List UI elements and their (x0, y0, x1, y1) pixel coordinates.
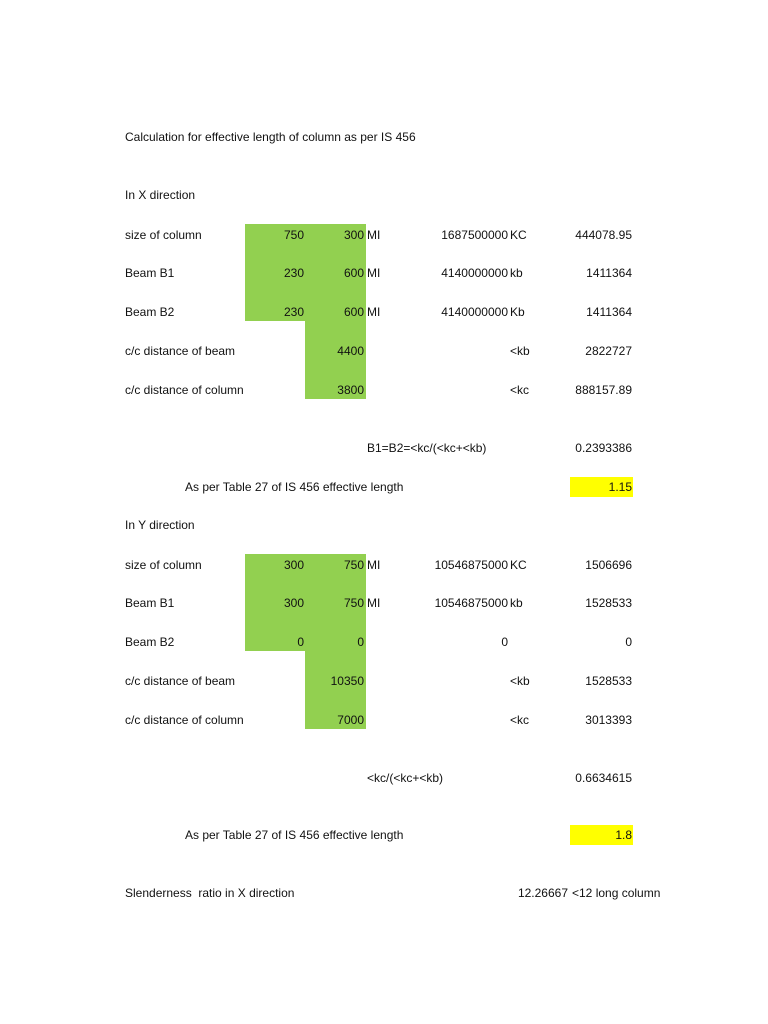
x-row-u2: <kc (510, 383, 530, 397)
x-row-calc: 4140000000 (441, 305, 508, 319)
x-row-u2: <kb (510, 344, 530, 358)
y-row-v2[interactable]: 10350 (330, 674, 364, 688)
y-row-result: 1506696 (585, 558, 632, 572)
slenderness-note: <12 long column (572, 886, 661, 900)
x-row-u2: KC (510, 228, 527, 242)
y-row-label: size of column (125, 558, 202, 572)
x-row-v1[interactable]: 750 (283, 228, 304, 242)
y-row-u1: MI (367, 558, 381, 572)
y-row-v1[interactable]: 300 (283, 558, 304, 572)
y-row-calc: 0 (501, 635, 508, 649)
x-row-u1: MI (367, 266, 381, 280)
y-row-label: Beam B2 (125, 635, 175, 649)
y-direction-heading: In Y direction (125, 518, 195, 532)
y-row-result: 1528533 (585, 674, 632, 688)
x-row-v2[interactable]: 600 (343, 305, 364, 319)
slenderness-value: 12.26667 (517, 886, 568, 900)
x-effective-label: As per Table 27 of IS 456 effective length (185, 480, 404, 494)
slenderness-label: Slenderness ratio in X direction (125, 886, 295, 900)
x-row-v2[interactable]: 4400 (337, 344, 364, 358)
y-row-calc: 10546875000 (434, 558, 508, 572)
y-row-label: c/c distance of column (125, 713, 244, 727)
x-ratio-value: 0.2393386 (575, 441, 632, 455)
y-effective-value: 1.8 (615, 828, 632, 842)
x-row-result: 444078.95 (575, 228, 632, 242)
x-ratio-label: B1=B2=<kc/(<kc+<kb) (367, 441, 487, 455)
x-row-label: size of column (125, 228, 202, 242)
x-row-result: 1411364 (586, 266, 632, 280)
x-row-result: 888157.89 (575, 383, 632, 397)
x-row-v2[interactable]: 300 (343, 228, 364, 242)
y-row-u2: <kb (510, 674, 530, 688)
y-row-v1[interactable]: 300 (283, 596, 304, 610)
x-row-result: 2822727 (585, 344, 632, 358)
x-row-u2: kb (510, 266, 523, 280)
x-row-v1[interactable]: 230 (283, 305, 304, 319)
x-row-v2[interactable]: 3800 (337, 383, 364, 397)
x-row-u1: MI (367, 228, 381, 242)
y-row-v2[interactable]: 7000 (337, 713, 364, 727)
x-row-u2: Kb (510, 305, 525, 319)
x-row-u1: MI (367, 305, 381, 319)
y-row-result: 1528533 (585, 596, 632, 610)
y-row-u1: MI (367, 596, 381, 610)
y-ratio-value: 0.6634615 (575, 771, 632, 785)
x-direction-heading: In X direction (125, 188, 196, 202)
y-row-v1[interactable]: 0 (297, 635, 304, 649)
y-row-u2: kb (510, 596, 523, 610)
x-row-label: c/c distance of column (125, 383, 244, 397)
y-row-v2[interactable]: 0 (357, 635, 364, 649)
x-row-label: Beam B1 (125, 266, 175, 280)
y-row-label: Beam B1 (125, 596, 175, 610)
x-row-v1[interactable]: 230 (283, 266, 304, 280)
x-row-calc: 4140000000 (441, 266, 508, 280)
y-row-u2: <kc (510, 713, 530, 727)
x-row-result: 1411364 (586, 305, 632, 319)
y-ratio-label: <kc/(<kc+<kb) (367, 771, 444, 785)
page-title: Calculation for effective length of column as per IS 456 (125, 130, 416, 144)
y-row-u2: KC (510, 558, 527, 572)
x-effective-value: 1.15 (608, 480, 632, 494)
y-effective-label: As per Table 27 of IS 456 effective length (185, 828, 404, 842)
y-row-v2[interactable]: 750 (343, 558, 364, 572)
x-row-v2[interactable]: 600 (343, 266, 364, 280)
y-row-label: c/c distance of beam (125, 674, 236, 688)
y-row-calc: 10546875000 (434, 596, 508, 610)
y-row-result: 0 (625, 635, 632, 649)
x-row-label: c/c distance of beam (125, 344, 236, 358)
y-row-v2[interactable]: 750 (343, 596, 364, 610)
x-row-calc: 1687500000 (441, 228, 508, 242)
y-row-result: 3013393 (585, 713, 632, 727)
x-row-label: Beam B2 (125, 305, 175, 319)
